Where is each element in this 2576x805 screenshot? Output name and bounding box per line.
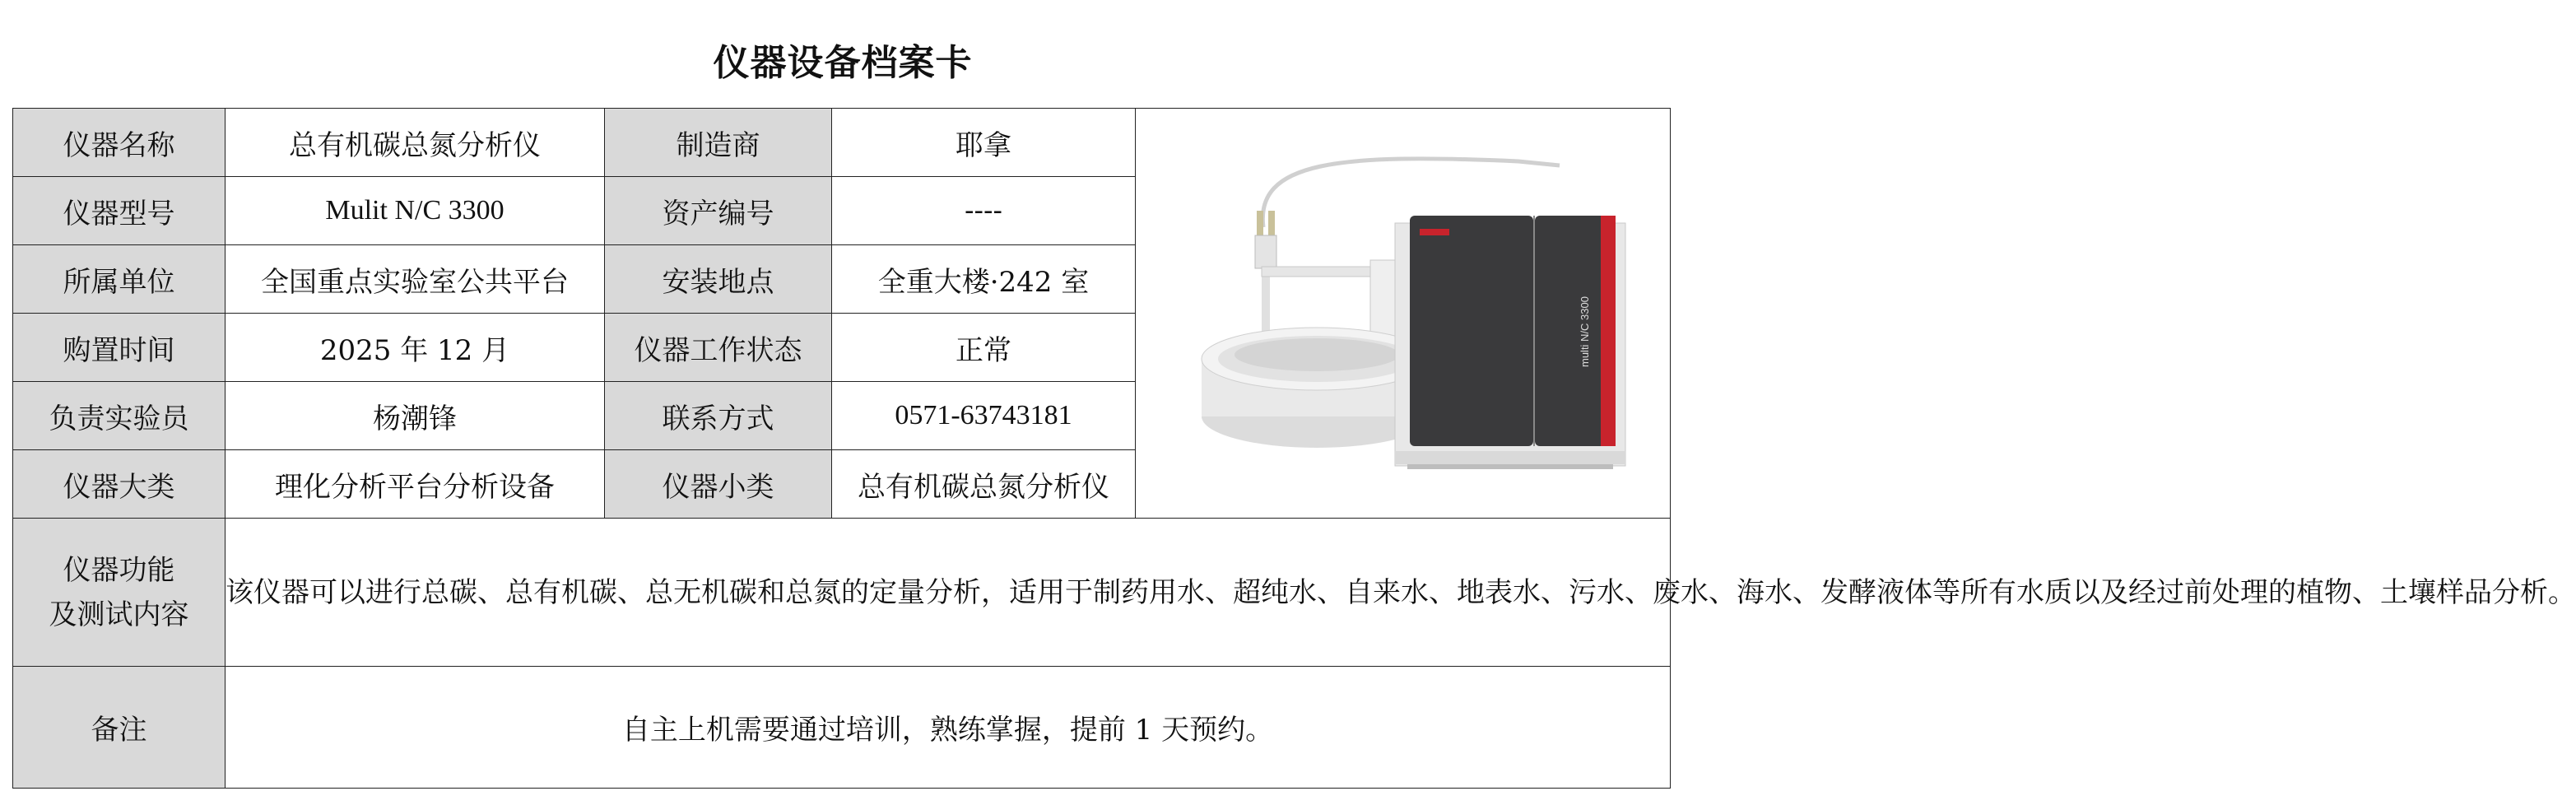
field-value: 正常 xyxy=(832,314,1136,382)
function-label xyxy=(13,519,226,667)
field-value: 总有机碳总氮分析仪 xyxy=(226,109,605,177)
field-label: 仪器小类 xyxy=(605,450,832,519)
field-value: 总有机碳总氮分析仪 xyxy=(832,450,1136,519)
device-panel-left xyxy=(1410,216,1533,446)
field-label: 仪器名称 xyxy=(13,109,226,177)
field-label: 仪器型号 xyxy=(13,177,226,245)
field-value: 全重大楼·242 室 xyxy=(832,245,1136,314)
table-row-function xyxy=(13,519,1671,667)
instrument-photo xyxy=(1136,109,1671,519)
field-value: 2025 年 12 月 xyxy=(226,314,605,382)
function-description: 该仪器可以进行总碳、总有机碳、总无机碳和总氮的定量分析，适用于制药用水、超纯水、自来水、地表水、污水、废水、海水、发酵液体等所有水质以及经过前处理的植物、土壤样品分析。 xyxy=(226,519,1671,667)
field-label: 仪器大类 xyxy=(13,450,226,519)
table-row xyxy=(13,109,1671,177)
function-label-line1: 仪器功能 xyxy=(63,553,175,587)
field-value: 0571-63743181 xyxy=(832,382,1136,450)
instrument-record-table xyxy=(12,108,2576,789)
field-label: 负责实验员 xyxy=(13,382,226,450)
remark-label: 备注 xyxy=(13,667,226,789)
page-title: 仪器设备档案卡 xyxy=(713,42,973,84)
remark-text: 自主上机需要通过培训，熟练掌握，提前 1 天预约。 xyxy=(226,667,1671,789)
field-value: ---- xyxy=(832,177,1136,245)
field-label: 资产编号 xyxy=(605,177,832,245)
field-label: 所属单位 xyxy=(13,245,226,314)
device-accent-stripe xyxy=(1601,216,1616,446)
table-row-remark xyxy=(13,667,1671,789)
function-label-line2: 及测试内容 xyxy=(49,598,189,631)
field-label: 安装地点 xyxy=(605,245,832,314)
field-value: 耶拿 xyxy=(832,109,1136,177)
field-label: 联系方式 xyxy=(605,382,832,450)
field-value: 理化分析平台分析设备 xyxy=(226,450,605,519)
field-value: Mulit N/C 3300 xyxy=(226,177,605,245)
field-label: 制造商 xyxy=(605,109,832,177)
instrument-image xyxy=(1173,128,1634,499)
svg-text:multi N/C 3300: multi N/C 3300 xyxy=(1578,295,1591,367)
field-label: 购置时间 xyxy=(13,314,226,382)
field-value: 全国重点实验室公共平台 xyxy=(226,245,605,314)
field-value: 杨潮锋 xyxy=(226,382,605,450)
field-label: 仪器工作状态 xyxy=(605,314,832,382)
